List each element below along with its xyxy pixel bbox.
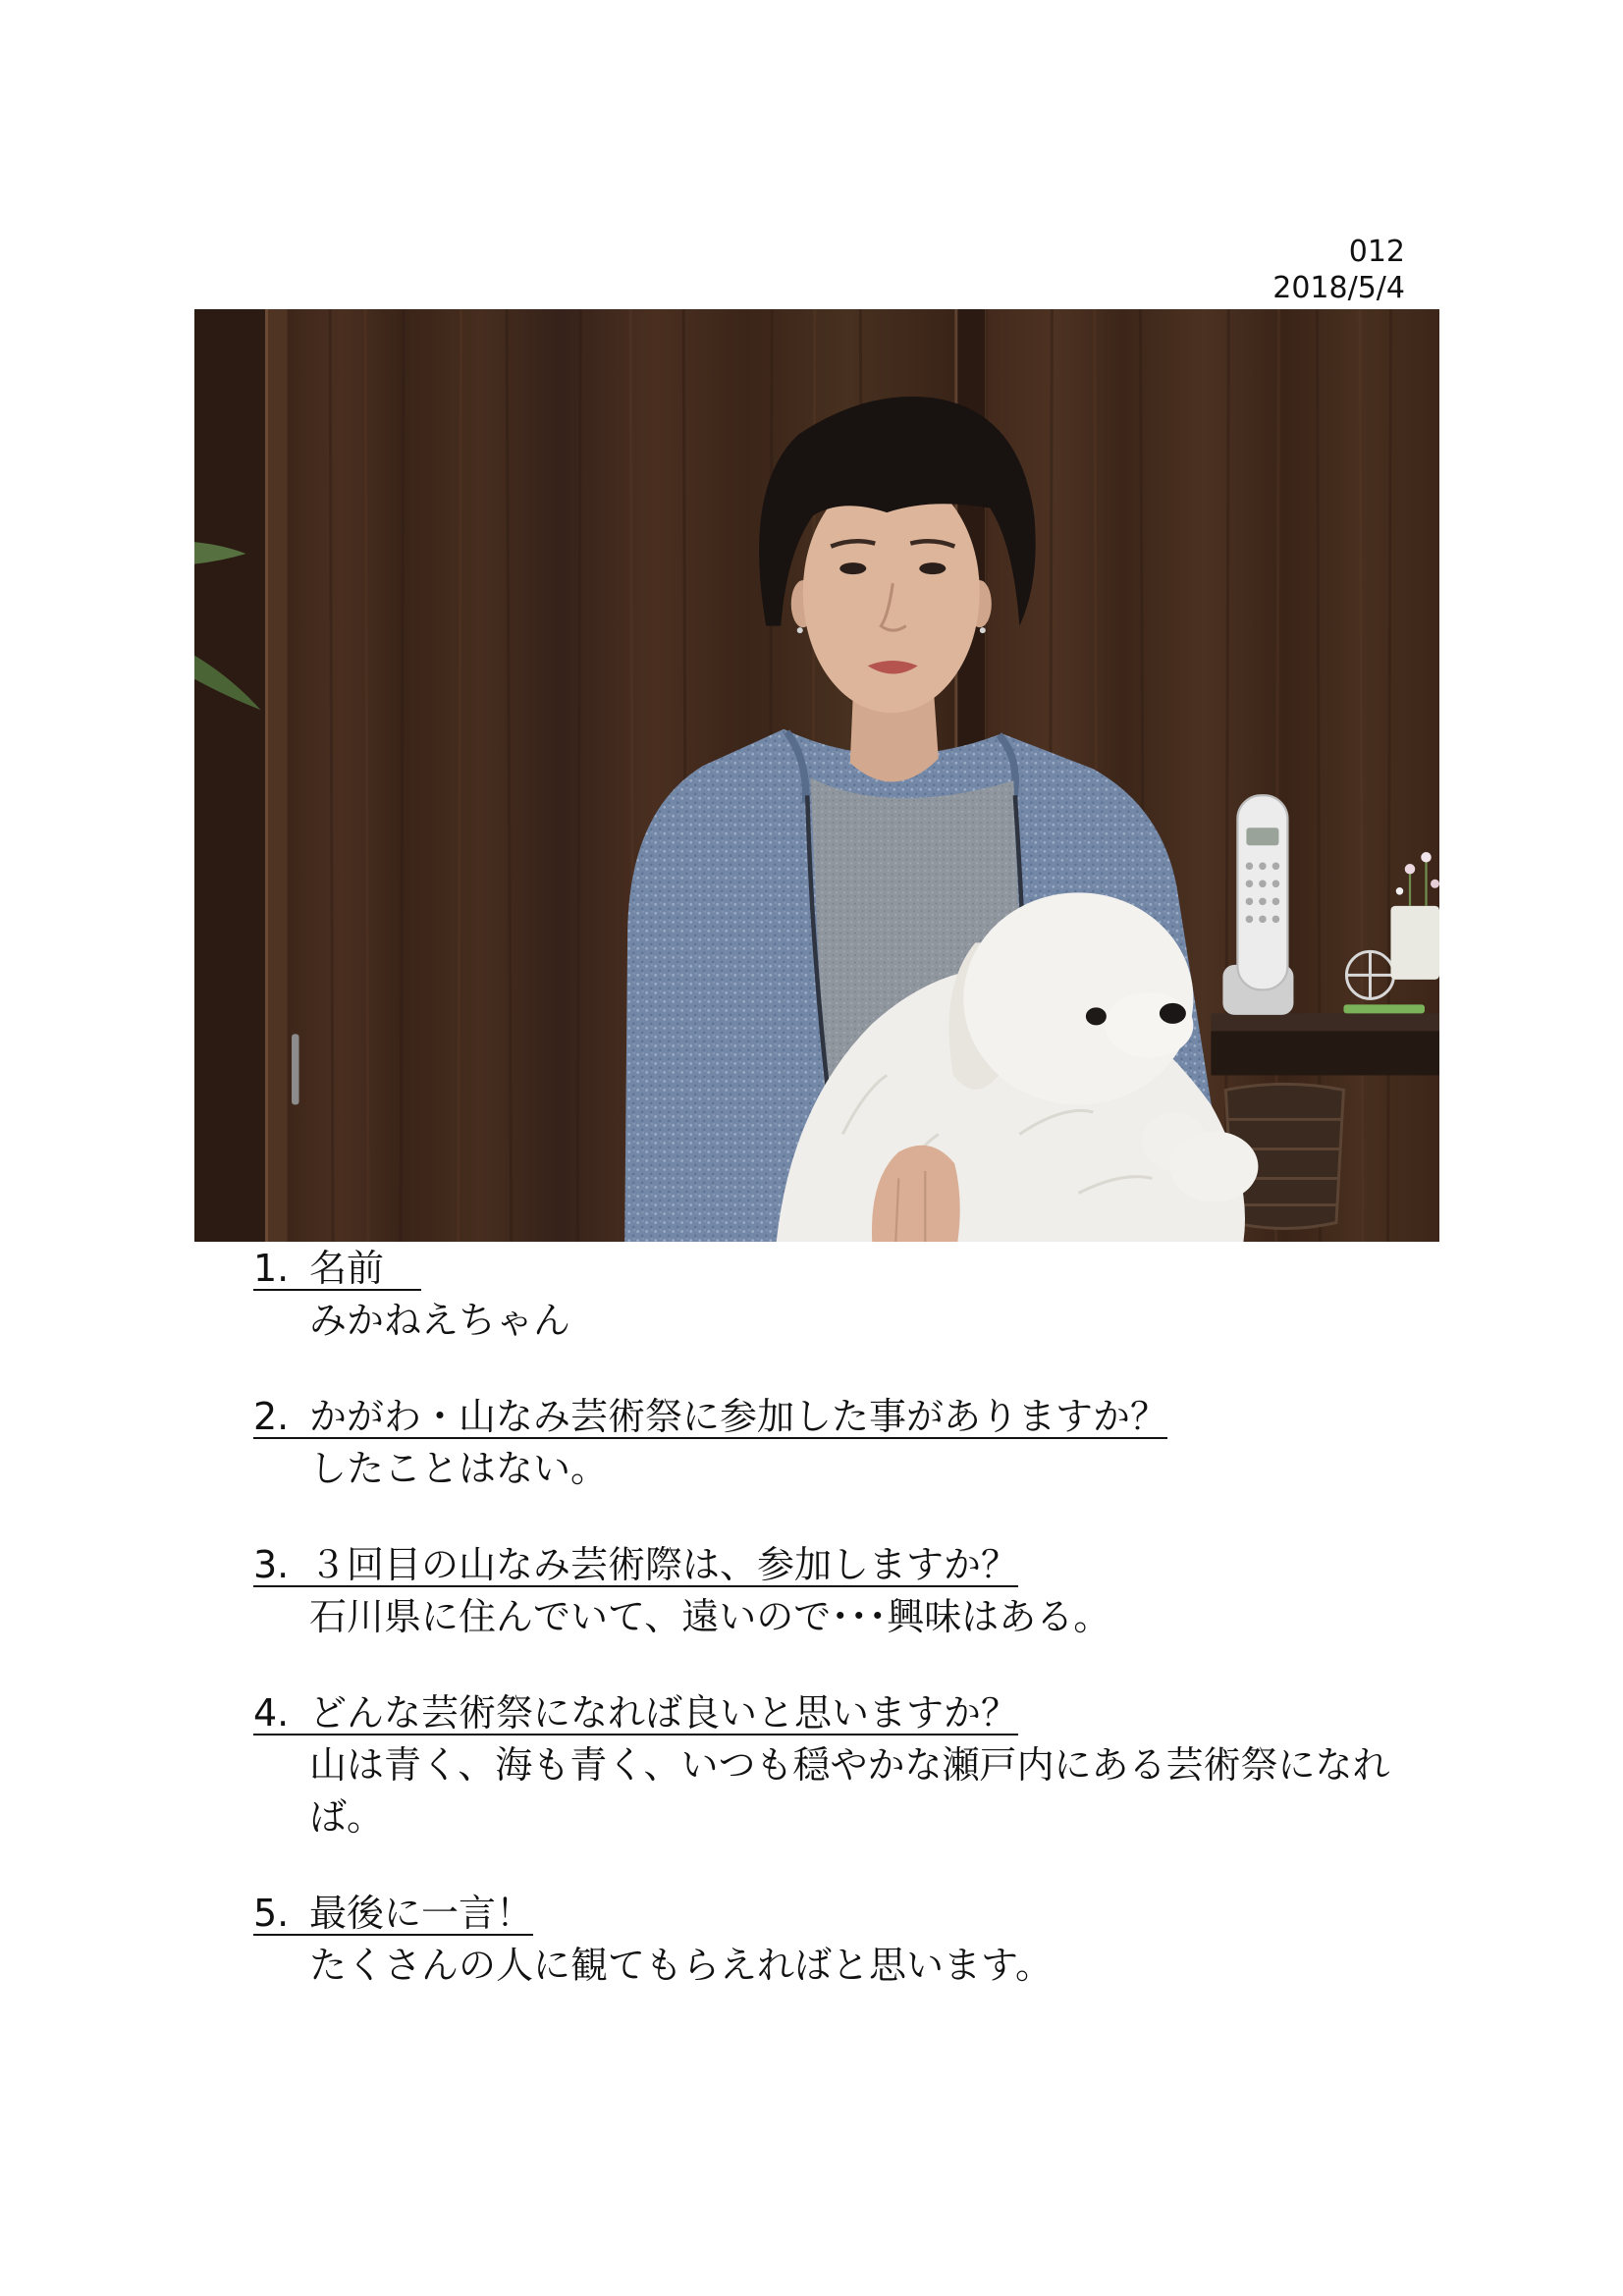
qa-item (253, 1539, 1432, 1643)
answer: 石川県に住んでいて、遠いので･･･興味はある。 (309, 1595, 1111, 1638)
question-underline (253, 1396, 1167, 1439)
question-number: 3. (253, 1543, 290, 1586)
qa-item (253, 1888, 1432, 1992)
question-number: 4. (253, 1691, 290, 1735)
portrait-photo (194, 309, 1439, 1242)
question-text: どんな芸術祭になれば良いと思いますか？ (309, 1691, 1019, 1735)
eye-right (919, 562, 946, 574)
question-underline (253, 1544, 1018, 1587)
question-number: 1. (253, 1247, 290, 1290)
question-number: 5. (253, 1892, 290, 1935)
page-date: 2018/5/4 (1272, 271, 1405, 305)
qa-item (253, 1391, 1432, 1495)
qa-item (253, 1243, 1432, 1347)
question-underline (253, 1893, 533, 1936)
answer: みかねえちゃん (309, 1299, 571, 1342)
portrait-photo-drawing (194, 309, 1439, 1242)
question-text: 最後に一言！ (309, 1892, 534, 1935)
question (253, 1888, 1432, 1940)
question-underline (253, 1692, 1018, 1735)
qa-item (253, 1687, 1432, 1843)
table-body (1211, 1031, 1439, 1075)
telephone-handset (1237, 795, 1287, 989)
telephone-screen (1246, 828, 1278, 845)
page-header (1272, 234, 1405, 306)
question-text: 名前 (309, 1247, 422, 1290)
dog-paw (1169, 1131, 1258, 1201)
dog-eye (1086, 1007, 1107, 1025)
dog-nose (1160, 1003, 1186, 1024)
dog-snout (1105, 992, 1193, 1057)
question (253, 1539, 1432, 1591)
question-number: 2. (253, 1395, 290, 1438)
answer: したことはない。 (309, 1447, 609, 1490)
left-cabinet-frame (265, 309, 288, 1242)
eye-left (839, 562, 866, 574)
wheel-ornament (1346, 951, 1393, 998)
cabinet-handle (292, 1034, 299, 1104)
question (253, 1391, 1432, 1443)
left-dark-strip (194, 309, 265, 1242)
answer: 山は青く、海も青く、いつも穏やかな瀬戸内にある芸術祭になれば。 (309, 1743, 1390, 1839)
answer: たくさんの人に観てもらえればと思います。 (309, 1944, 1053, 1987)
green-items (1343, 1004, 1425, 1013)
earring-right (980, 627, 986, 633)
question-text: ３回目の山なみ芸術際は、参加しますか？ (309, 1543, 1019, 1586)
question-text: かがわ・山なみ芸術祭に参加した事がありますか？ (309, 1395, 1168, 1438)
table-top (1211, 1013, 1439, 1031)
page-number: 012 (1348, 235, 1405, 269)
question (253, 1243, 1432, 1295)
qa-list (253, 1243, 1432, 2036)
question-underline (253, 1248, 421, 1291)
earring-left (797, 627, 803, 633)
question (253, 1687, 1432, 1739)
